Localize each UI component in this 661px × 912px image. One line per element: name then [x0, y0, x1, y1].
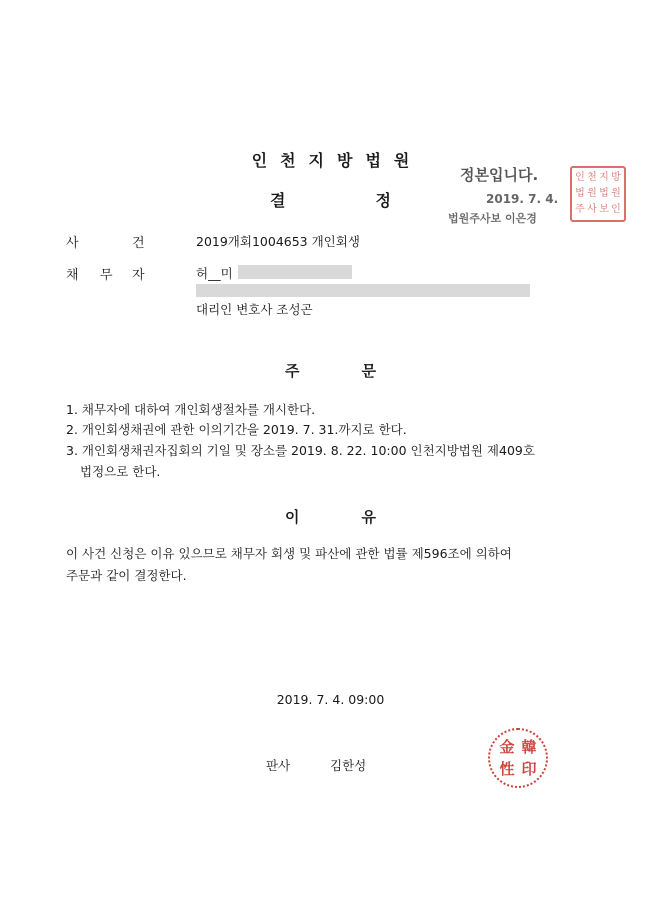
- seal-glyph: 지: [599, 172, 609, 183]
- seal-glyph: 性: [499, 760, 515, 778]
- reason-title-char-1: 이: [285, 508, 300, 526]
- document-title: [0, 188, 661, 211]
- debtor-label-3: 자: [132, 268, 145, 283]
- order-item-continued: 법정으로 한다.: [80, 464, 161, 479]
- seal-glyph: 원: [587, 188, 597, 199]
- seal-glyph: 원: [611, 188, 621, 199]
- judge-seal: [488, 728, 548, 788]
- title-char-1: 결: [270, 191, 286, 210]
- order-item: 3. 개인회생채권자집회의 기일 및 장소를 2019. 8. 22. 10:00 인천지방법원 제409호: [66, 443, 535, 458]
- case-label-1: 사: [66, 236, 79, 251]
- order-title: [0, 360, 661, 381]
- seal-glyph: 사: [587, 204, 597, 215]
- certification-date: 2019. 7. 4.: [486, 192, 559, 206]
- seal-glyph: 印: [521, 760, 537, 778]
- seal-glyph: 천: [587, 172, 597, 183]
- certification-clerk: 법원주사보 이은경: [448, 212, 537, 225]
- certified-copy-text: 정본입니다.: [460, 166, 539, 184]
- reason-text-line-1: 이 사건 신청은 이유 있으므로 채무자 회생 및 파산에 관한 법률 제596조에 의하여: [66, 546, 512, 561]
- seal-glyph: 법: [599, 188, 609, 199]
- judge-label: 판사: [266, 758, 291, 773]
- reason-title: [0, 506, 661, 527]
- redacted-address: [196, 284, 530, 297]
- seal-glyph: 인: [575, 172, 585, 183]
- order-title-char-1: 주: [285, 362, 300, 380]
- seal-glyph: 주: [575, 204, 585, 215]
- title-char-2: 정: [375, 191, 391, 210]
- seal-glyph: 방: [611, 172, 621, 183]
- debtor-label-2: 무: [100, 268, 113, 283]
- reason-text-line-2: 주문과 같이 결정한다.: [66, 568, 187, 583]
- seal-glyph: 보: [599, 204, 609, 215]
- seal-glyph: 인: [611, 204, 621, 215]
- order-item: 1. 채무자에 대하여 개인회생절차를 개시한다.: [66, 402, 316, 417]
- seal-glyph: 법: [575, 188, 585, 199]
- case-label-2: 건: [132, 236, 145, 251]
- redacted-block: [238, 265, 352, 279]
- debtor-name: 허__미: [196, 266, 233, 281]
- decision-date: 2019. 7. 4. 09:00: [276, 692, 385, 707]
- judge-name: 김한성: [330, 758, 367, 773]
- seal-glyph: 韓: [521, 738, 537, 756]
- seal-glyph: 金: [499, 738, 515, 756]
- debtor-label-1: 채: [66, 268, 79, 283]
- order-item: 2. 개인회생채권에 관한 이의기간을 2019. 7. 31.까지로 한다.: [66, 422, 407, 437]
- reason-title-char-2: 유: [361, 508, 376, 526]
- legal-agent: 대리인 변호사 조성곤: [196, 302, 313, 317]
- case-number: 2019개회1004653 개인회생: [196, 234, 360, 249]
- order-title-char-2: 문: [361, 362, 376, 380]
- court-name: 인천지방법원: [251, 151, 423, 170]
- clerk-seal: [570, 166, 626, 222]
